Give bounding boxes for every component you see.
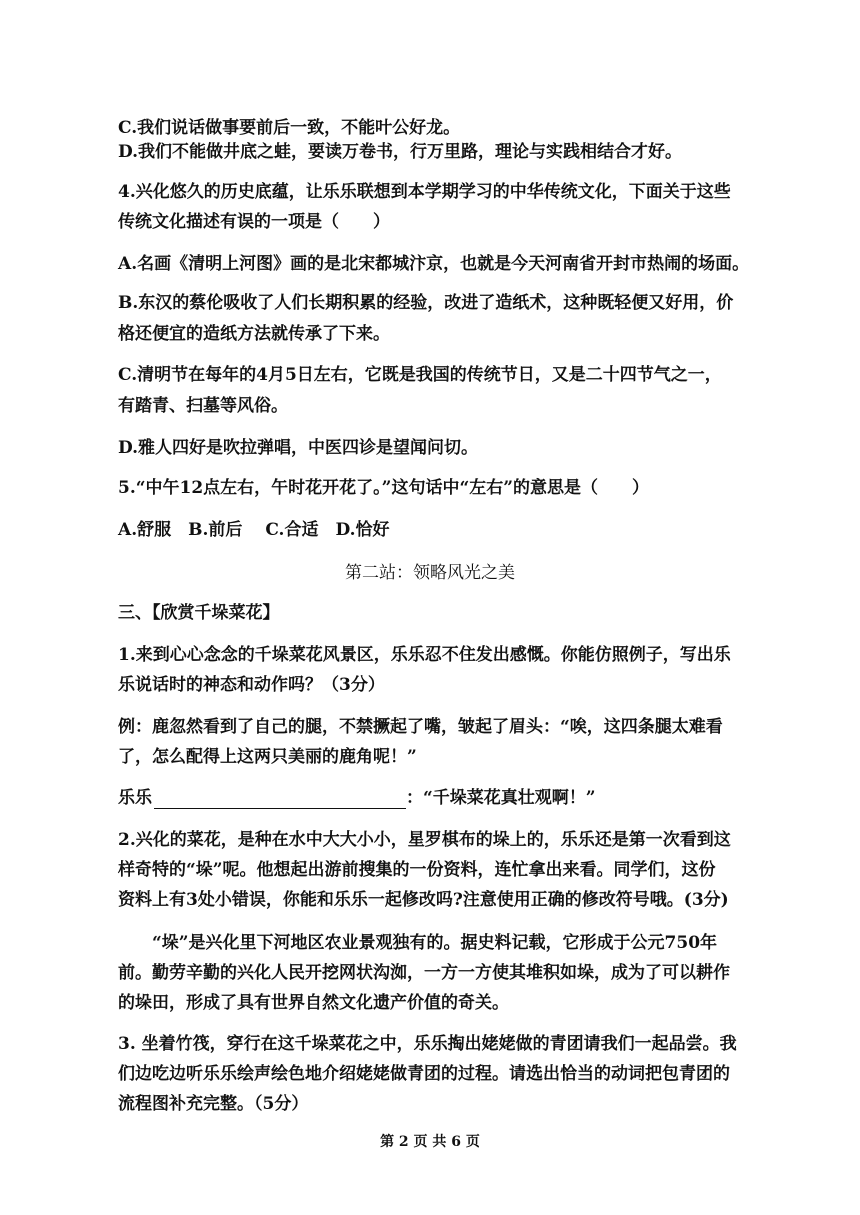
example-line2: 了，怎么配得上这两只美丽的鹿角呢！” — [118, 747, 417, 767]
page-number: 第 2 页 共 6 页 — [380, 1134, 480, 1150]
question-5: 5.“中午12点左右，午时花开花了。”这句话中“左右”的意思是（ ） — [118, 478, 650, 498]
passage-line2: 前。勤劳辛勤的兴化人民开挖网状沟洳，一方一方使其堆积如垛，成为了可以耕作 — [118, 963, 730, 983]
question-3-line2: 们边吃边听乐乐绘声绘色地介绍姥姥做青团的过程。请选出恰当的动词把包青团的 — [118, 1064, 730, 1084]
answer-prefix: 乐乐 — [118, 788, 152, 808]
option-c-line: C.我们说话做事要前后一致，不能叶公好龙。 — [118, 118, 461, 138]
question-2-line2: 样奇特的“垛”呢。他想起出游前搜集的一份资料，连忙拿出来看。同学们，这份 — [118, 860, 716, 880]
q4-option-b-line2: 格还便宜的造纸方法就传承了下来。 — [118, 324, 390, 344]
example-line1: 例：鹿忽然看到了自己的腿，不禁撅起了嘴，皱起了眉头：“唉，这四条腿太难看 — [118, 717, 723, 737]
question-2-line1: 2.兴化的菜花，是种在水中大大小小，星罗棋布的垛上的，乐乐还是第一次看到这 — [118, 830, 731, 850]
question-1-line2: 乐说话时的神态和动作吗？（3分） — [118, 675, 385, 695]
passage-line1: “垛”是兴化里下河地区农业景观独有的。据史料记载，它形成于公元750年 — [152, 933, 718, 953]
q4-option-d: D.雅人四好是吹拉弹唱，中医四诊是望闻问切。 — [118, 438, 479, 458]
question-3-line3: 流程图补充完整。（5分） — [118, 1094, 309, 1114]
q4-option-b-line1: B.东汉的蔡伦吸收了人们长期积累的经验，改进了造纸术，这种既轻便又好用，价 — [118, 293, 734, 313]
answer-blank[interactable] — [154, 790, 406, 809]
passage-line3: 的垛田，形成了具有世界自然文化遗产价值的奇关。 — [118, 993, 509, 1013]
q4-option-c-line1: C.清明节在每年的4月5日左右，它既是我国的传统节日，又是二十四节气之一， — [118, 365, 722, 385]
question-3-line1: 3. 坐着竹筏，穿行在这千垛菜花之中，乐乐掏出姥姥做的青团请我们一起品尝。我 — [118, 1034, 737, 1054]
q5-options: A.舒服 B.前后 C.合适 D.恰好 — [118, 520, 390, 540]
section-title: 第二站：领略风光之美 — [345, 563, 515, 583]
part-3-heading: 三、【欣赏千垛菜花】 — [118, 603, 280, 623]
q4-option-a: A.名画《清明上河图》画的是北宋都城汴京，也就是今天河南省开封市热闹的场面。 — [118, 254, 750, 274]
question-4-line2: 传统文化描述有误的一项是（ ） — [118, 212, 390, 232]
answer-line — [118, 787, 596, 809]
question-2-line3: 资料上有3处小错误，你能和乐乐一起修改吗?注意使用正确的修改符号哦。(3分) — [118, 890, 729, 910]
q4-option-c-line2: 有踏青、扫墓等风俗。 — [118, 396, 288, 416]
option-d-line: D.我们不能做井底之蛙，要读万卷书，行万里路，理论与实践相结合才好。 — [118, 142, 683, 162]
question-1-line1: 1.来到心心念念的千垛菜花风景区，乐乐忍不住发出感慨。你能仿照例子，写出乐 — [118, 645, 731, 665]
question-4-line1: 4.兴化悠久的历史底蕴，让乐乐联想到本学期学习的中华传统文化，下面关于这些 — [118, 182, 731, 202]
answer-suffix: ：“千垛菜花真壮观啊！” — [406, 788, 596, 808]
